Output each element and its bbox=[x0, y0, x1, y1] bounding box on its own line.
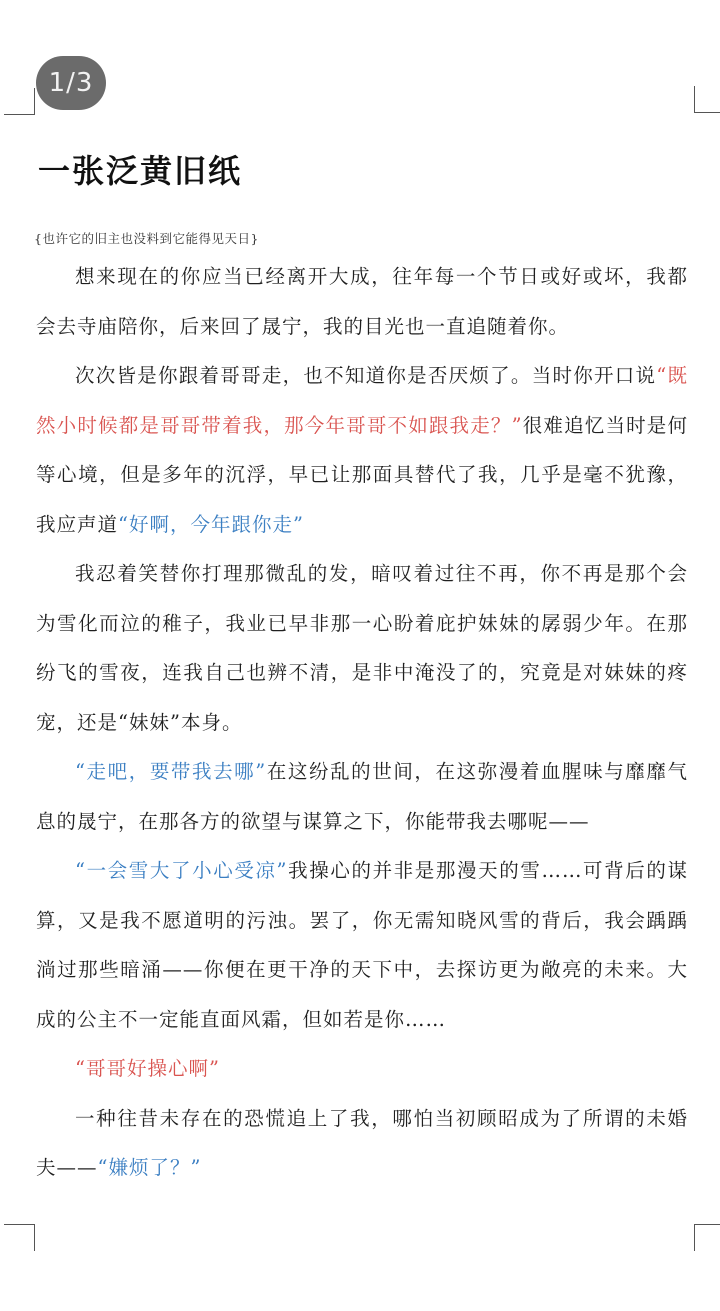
crop-mark-bottom-left bbox=[4, 1224, 35, 1251]
text-span: 我忍着笑替你打理那微乱的发，暗叹着过往不再，你不再是那个会为雪化而泣的稚子，我业已早非那一心盼着庇护妹妹的孱弱少年。在那纷飞的雪夜，连我自己也辨不清，是非中淹没了的，究竟是对妹妹的疼宠，还是“妹妹”本身。 bbox=[36, 562, 688, 734]
quote-blue: “走吧，要带我去哪” bbox=[75, 760, 267, 783]
document-body bbox=[36, 252, 688, 1193]
crop-mark-top-left bbox=[4, 88, 35, 115]
paragraph bbox=[36, 1094, 688, 1193]
quote-blue: “一会雪大了小心受凉” bbox=[75, 859, 288, 882]
document-title: 一张泛黄旧纸 bbox=[38, 152, 243, 190]
crop-mark-bottom-right bbox=[694, 1224, 720, 1251]
text-span: 想来现在的你应当已经离开大成，往年每一个节日或好或坏，我都会去寺庙陪你，后来回了晟宁，我的目光也一直追随着你。 bbox=[36, 265, 688, 338]
quote-blue: “嫌烦了？” bbox=[97, 1156, 202, 1179]
paragraph bbox=[36, 549, 688, 747]
text-span: 很难追忆当时是何等心境，但是多年的沉浮，早已让那面具替代了我，几乎是毫不犹豫，我应声道 bbox=[36, 413, 688, 536]
quote-blue: “好啊，今年跟你走” bbox=[118, 512, 304, 536]
text-span: 我操心的并非是那漫天的雪……可背后的谋算，又是我不愿道明的污浊。罢了，你无需知晓风雪的背后，我会踽踽淌过那些暗涌——你便在更干净的天下中，去探访更为敞亮的未来。大成的公主不一定能直面风霜，但如若是你…… bbox=[36, 859, 688, 1031]
text-span: 次次皆是你跟着哥哥走，也不知道你是否厌烦了。当时你开口说 bbox=[75, 364, 657, 387]
paragraph bbox=[36, 747, 688, 846]
paragraph bbox=[36, 846, 688, 1044]
text-span: 一种往昔未存在的恐慌追上了我，哪怕当初顾昭成为了所谓的未婚夫—— bbox=[36, 1106, 688, 1179]
text-span: 在这纷乱的世间，在这弥漫着血腥味与靡靡气息的晟宁，在那各方的欲望与谋算之下，你能带我去哪呢—— bbox=[36, 760, 688, 833]
paragraph bbox=[36, 252, 688, 351]
quote-red: “既然小时候都是哥哥带着我，那今年哥哥不如跟我走？” bbox=[36, 364, 688, 437]
document-subtitle: {也许它的旧主也没料到它能得见天日} bbox=[34, 231, 259, 246]
paragraph bbox=[36, 1044, 688, 1094]
paragraph bbox=[36, 351, 688, 549]
quote-red: “哥哥好操心啊” bbox=[75, 1057, 220, 1080]
crop-mark-top-right bbox=[694, 86, 720, 113]
page-indicator: 1/3 bbox=[36, 56, 106, 110]
